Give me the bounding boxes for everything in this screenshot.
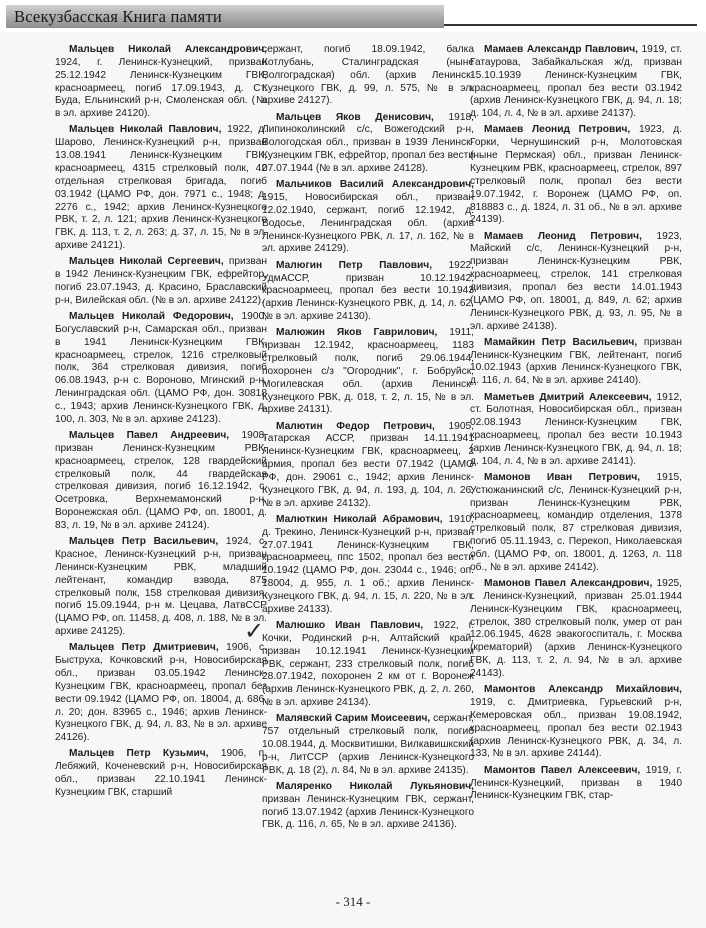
entry-details: 1919, с. Дмитриевка, Гурьевский р-н, Кемеровская обл., призван 19.08.1942, красноармеец, пропал без вести 02.1943 (архив Ленинск-Кузнецкого РВК, д. 34, л. 133, № в эл. архиве 24144).	[470, 697, 682, 760]
memorial-entry	[55, 748, 267, 799]
person-name: Мальцев Николай Александрович,	[69, 44, 267, 55]
entry-details: 1906, п. Лебяжий, Коченевский р-н, Новосибирская обл., призван 22.10.1941 Ленинск-Кузнецким ГВК, старший	[55, 748, 267, 798]
person-name: Мальцев Яков Денисович,	[276, 111, 434, 123]
text-column-1	[55, 44, 267, 803]
entry-details: призван Ленинск-Кузнецким ГВК, сержант, погиб 13.07.1942 (архив Ленинск-Кузнецкого ГВК, д. 116, л. 65, № в эл. архиве 24136).	[262, 793, 474, 831]
page-header	[0, 0, 706, 32]
person-name: Малюткин Николай Абрамович,	[276, 513, 443, 525]
entry-details: 1908, призван Ленинск-Кузнецким РВК, красноармеец, стрелок, 128 гвардейский стрелковый полк, 44 гвардейская стрелковая дивизия, погиб 16.12.1942, с. Осетровка, Верхнемамонский р-н, Воронежская обл. (ЦАМО РФ, оп. 18001, д. 83, л. 19, № в эл. архиве 24124).	[55, 430, 268, 531]
memorial-entry	[262, 260, 474, 324]
person-name: Мамаев Александр Павлович,	[484, 44, 638, 55]
entry-details: призван Ленинск-Кузнецким ГВК, лейтенант, погиб 10.02.1943 (архив Ленинск-Кузнецкого ГВК, д. 116, л. 64, № в эл. архиве 24140).	[470, 336, 682, 387]
person-name: Мальцев Петр Кузьмич,	[69, 748, 209, 760]
person-name: Маляренко Николай Лукьянович,	[276, 780, 474, 792]
person-name: Мамаев Леонид Петрович,	[484, 230, 642, 242]
person-name: Малюшко Иван Павлович,	[276, 620, 424, 632]
memorial-entry	[262, 620, 474, 710]
person-name: Мальцев Павел Андреевич,	[69, 430, 230, 442]
memorial-entry	[470, 684, 682, 761]
handwritten-check-mark: ✓	[244, 617, 265, 645]
entry-details: 1915, Новосибирская обл., призван 12.02.1940, сержант, погиб 12.1942, д. Водосье, Ленинградская обл. (архив Ленинск-Кузнецкого РВК, л. 17, л. 162, № в эл. архиве 24129).	[262, 192, 474, 255]
memorial-entry	[470, 765, 682, 804]
entry-details: 1905, Татарская АССР, призван 14.11.1941 Ленинск-Кузнецким ГВК, красноармеец, 2 армия, пропал без вести 07.1942 (ЦАМО РФ, дон. 29061 с., 1942; архив Ленинск-Кузнецкого ГВК, д. 94, л. 193, д. 104, л. 26, № в эл. архиве 24132).	[262, 420, 474, 509]
entry-details: 1919, г. Ленинск-Кузнецкий, призван в 1940 Ленинск-Кузнецким ГВК, стар-	[470, 764, 682, 802]
entry-details: сержант, 757 отдельный стрелковый полк, погиб 10.08.1944, д. Москвитишки, Вилкавишкский р-н, ЛитССР (архив Ленинск-Кузнецкого РВК, д. 18 (2), л. 84, № в эл. архиве 24135).	[262, 713, 474, 776]
memorial-entry	[470, 231, 682, 334]
memorial-entry	[470, 392, 682, 469]
entry-details: 1925, г. Ленинск-Кузнецкий, призван 25.01.1944 Ленинск-Кузнецким ГВК, красноармеец, стрелок, 380 стрелковый полк, умер от ран 12.06.1945, 4628 эвакогоспиталь, г. Москва (крематорий) (архив Ленинск-Кузнецкого ГВК, д. 113, т. 2, л. 94, № в эл. архиве 24143).	[470, 578, 683, 679]
memorial-entry	[55, 124, 267, 252]
text-column-2	[262, 44, 474, 836]
person-name: Мальцев Петр Васильевич,	[69, 536, 219, 548]
person-name: Мальцев Николай Сергеевич,	[69, 256, 224, 268]
person-name: Мальцев Николай Федорович,	[69, 311, 234, 323]
person-name: Мамайкин Петр Васильевич,	[484, 336, 638, 348]
entry-details: 1923, д. Горки, Чернушинский р-н, Молотовская (ныне Пермская) обл., призван Ленинск-Кузнецким РВК, красноармеец, стрелок, 897 стрелковый полк, пропал без вести 19.07.1942, г. Воронеж (ЦАМО РФ, оп. 818883 с., д. 1824, л. 31 об., № в эл. архиве 24139).	[470, 124, 682, 226]
memorial-entry	[55, 44, 267, 121]
person-name: Мамонов Павел Александрович,	[484, 578, 653, 590]
person-name: Мамонтов Павел Алексеевич,	[484, 764, 641, 776]
entry-details: призван в 1942 Ленинск-Кузнецким ГВК, ефрейтор, погиб 23.07.1943, д. Красино, Браславский р-н, Вилейская обл. (№ в эл. архиве 24122).	[55, 256, 267, 306]
memorial-entry	[470, 578, 682, 681]
person-name: Малютин Федор Петрович,	[276, 420, 435, 432]
entry-details: сержант, погиб 18.09.1942, балка Котлубань, Сталинградская (ныне Волгоградская) обл. (архив Ленинск-Кузнецкого ГВК, д. 99, л. 575, № в эл. архиве 24127).	[262, 44, 474, 107]
entry-details: 1923, Майский с/с, Ленинск-Кузнецкий р-н, призван Ленинск-Кузнецким РВК, красноармеец, стрелок, 141 стрелковая дивизия, пропал без вести 14.01.1943 (ЦАМО РФ, оп. 18001, д. 849, л. 62; архив Ленинск-Кузнецкого РВК, д. 93, л. 95, № в эл. архиве 24138).	[470, 230, 682, 332]
page-number: - 314 -	[335, 894, 371, 909]
entry-details: 1911, призван 12.1942, красноармеец, 1183 стрелковый полк, погиб 29.06.1944, похоронен с/з "Огородник", г. Бобруйск, Могилевская обл. (архив Ленинск-Кузнецкого РВК, д. 018, т. 2, л. 15, № в эл. архиве 24131).	[262, 327, 474, 416]
memorial-entry	[262, 327, 474, 417]
entry-details: 1915, Устюжанинский с/с, Ленинск-Кузнецкий р-н, призван Ленинск-Кузнецким РВК, красноармеец, командир отделения, 1378 стрелковый полк, 87 стрелковая дивизия, погиб 05.11.1943, с. Перекоп, Николаевская обл. (ЦАМО РФ, оп. 18001, д. 1263, л. 118 об., № в эл. архиве 24142).	[470, 471, 682, 573]
memorial-entry	[262, 44, 474, 108]
entry-details: 1924, г. Ленинск-Кузнецкий, призван 25.12.1942 Ленинск-Кузнецким ГВК, красноармеец, погиб 17.09.1943, д. Ст. Буда, Ельнинский р-н, Смоленская обл. (№ в эл. архиве 24120).	[55, 56, 267, 120]
book-title: Всекузбасская Книга памяти	[14, 7, 222, 26]
entry-details: 1922, д. Шарово, Ленинск-Кузнецкий р-н, призван 13.08.1941 Ленинск-Кузнецким ГВК, красноармеец, 4315 стрелковый полк, 42 отдельная стрелковая бригада, погиб 03.1942 (ЦАМО РФ, дон. 7971 с., 1948; д. 2276 с., 1942; архив Ленинск-Кузнецкого РВК, т. 2, л. 121; архив Ленинск-Кузнецкого ГВК, д. 113, т. 2, л. 263; д. 37, л. 15, № в эл. архиве 24121).	[55, 124, 267, 252]
person-name: Мамаев Леонид Петрович,	[484, 124, 631, 136]
memorial-entry	[262, 112, 474, 176]
entry-details: 1919, ст. Гатаурова, Забайкальская ж/д, призван 15.10.1939 Ленинск-Кузнецким ГВК, красноармеец, пропал без вести 03.1942 (архив Ленинск-Кузнецкого ГВК, д. 94, л. 18; д. 104, л. 4, № в эл. архиве 24137).	[470, 44, 682, 120]
entry-details: 1918, Липиноколинский с/с, Вожегодский р-н, Вологодская обл., призван в 1939 Ленинск-Кузнецким ГВК, ефрейтор, пропал без вести 07.07.1944 (№ в эл. архиве 24128).	[262, 111, 475, 174]
text-column-3	[470, 44, 682, 807]
entry-details: 1910, д. Трекино, Ленинск-Кузнецкий р-н, призван 27.07.1941 Ленинск-Кузнецким ГВК, красноармеец, ппс 1502, пропал без вести 10.1942 (ЦАМО РФ, дон. 23044 с., 1946; оп. 18004, д. 955, л. 1 об.; архив Ленинск-Кузнецкого ГВК, д. 94, л. 15, л. 220, № в эл. архиве 24133).	[262, 513, 474, 615]
memorial-entry	[55, 642, 267, 745]
memorial-entry	[470, 472, 682, 575]
person-name: Мамонов Иван Петрович,	[484, 471, 641, 483]
header-rule	[444, 24, 697, 26]
memorial-entry	[55, 311, 267, 427]
entry-details: 1912, ст. Болотная, Новосибирская обл., призван 02.08.1943 Ленинск-Кузнецким ГВК, красноармеец, пропал без вести 10.1943 (архив Ленинск-Кузнецкого ГВК, д. 94, л. 18; д. 104, л. 4, № в эл. архиве 24141).	[470, 391, 682, 467]
memorial-entry	[262, 514, 474, 617]
person-name: Мальцев Николай Павлович,	[69, 124, 222, 136]
person-name: Маметьев Дмитрий Алексеевич,	[484, 391, 652, 403]
memorial-entry	[55, 256, 267, 307]
memorial-entry	[55, 536, 267, 639]
memorial-entry	[470, 337, 682, 388]
memorial-entry	[262, 781, 474, 832]
person-name: Малюгин Петр Павлович,	[276, 259, 433, 271]
memorial-entry	[55, 430, 267, 533]
person-name: Малюжин Яков Гаврилович,	[276, 327, 438, 339]
memorial-entry	[470, 124, 682, 227]
memorial-entry	[262, 421, 474, 511]
person-name: Мамонтов Александр Михайлович,	[484, 684, 682, 696]
person-name: Малявский Сарим Моисеевич,	[276, 713, 431, 725]
entry-details: 1900, Богуславский р-н, Самарская обл., призван в 1941 Ленинск-Кузнецким ГВК, красноармеец, стрелок, 1216 стрелковый полк, 364 стрелковая дивизия, погиб 06.08.1943, р-н с. Вороново, Мгинский р-н, Ленинградская обл. (ЦАМО РФ, дон. 30818 с., 1943; архив Ленинск-Кузнецкого ГВК, д. 100, л. 303, № в эл. архиве 24123).	[55, 311, 267, 425]
person-name: Мальчиков Василий Александрович,	[276, 179, 474, 191]
memorial-entry	[262, 713, 474, 777]
entry-details: 1906, с. Быструха, Кочковский р-н, Новосибирская обл., призван 03.05.1942 Ленинск-Кузнецким ГВК, красноармеец, пропал без вести 09.1942 (ЦАМО РФ, оп. 18004, д. 686, л. 20; дон. 83965 с., 1946; архив Ленинск-Кузнецкого ГВК, д. 94, л. 83, № в эл. архиве 24126).	[55, 642, 267, 744]
memorial-entry	[470, 44, 682, 121]
entry-details: 1922, УдмАССР, призван 10.12.1942, красноармеец, пропал без вести 10.1943 (архив Ленинск-Кузнецкого РВК, д. 14, л. 62, № в эл. архиве 24130).	[262, 259, 475, 323]
memorial-entry	[262, 179, 474, 256]
person-name: Мальцев Петр Дмитриевич,	[69, 642, 219, 654]
entry-details: 1922, г. Кочки, Родинский р-н, Алтайский край, призван 10.12.1941 Ленинск-Кузнецким РВК, сержант, 233 стрелковый полк, погиб 28.07.1942, похоронен 2 км от г. Воронеж (архив Ленинск-Кузнецкого РВК, д. 2, л. 260, № в эл. архиве 24134).	[262, 620, 474, 709]
entry-details: 1924, с. Красное, Ленинск-Кузнецкий р-н, призван Ленинск-Кузнецким РВК, младший лейтенант, командир взвода, 875 стрелковый полк, 158 стрелковая дивизия, погиб 15.09.1944, р-н м. Цецава, ЛатвССР (ЦАМО РФ, оп. 11458, д. 408, л. 188, № в эл. архиве 24125).	[55, 536, 267, 638]
